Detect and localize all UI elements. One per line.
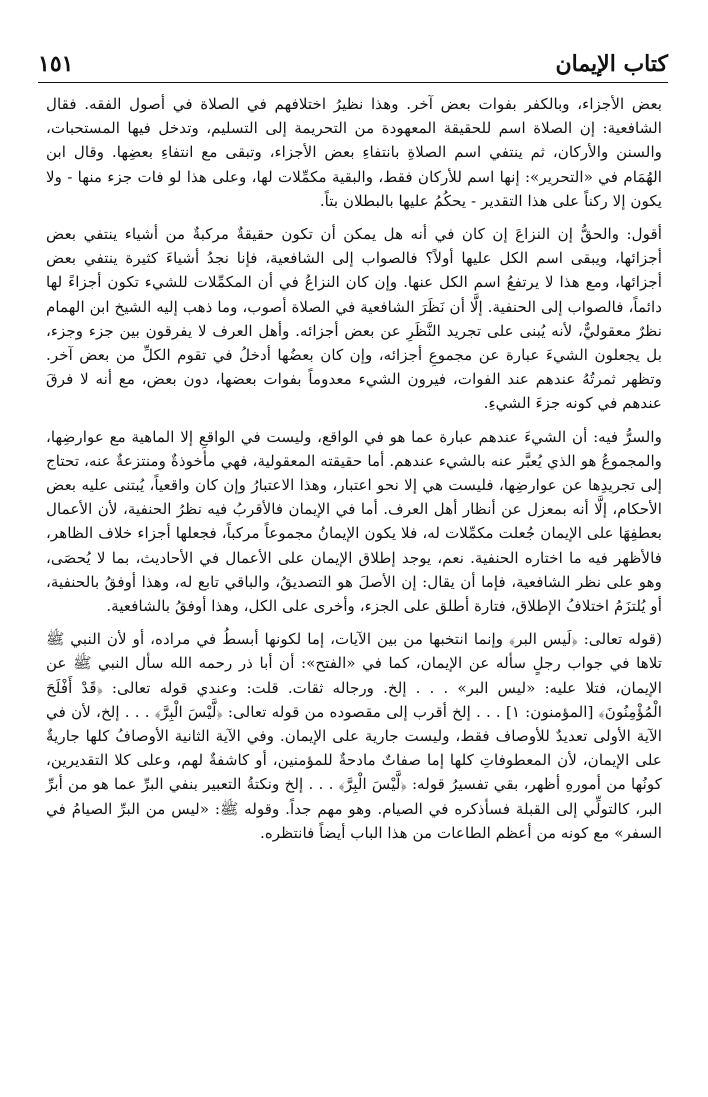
paragraph-1: بعض الأجزاء، وبالكفر بفوات بعض آخر. وهذا نظيرُ اختلافهم في الصلاة في أصول الفقه. فقال الشافعية: إن الصلاة اسم للحقيقة المعهودة من التحريمة إلى التسليم، وتدخل فيها المستحبات، والسنن والأركان، ثم ينتفي اسم الصلاةِ بانتفاءِ بعض الأجزاء، وتبقى مع انتفاءِ بعضِها. وقال ابن الهُمَام في «التحرير»: إنها اسم للأركان فقط، والبقية مكمِّلات لها، وعلى هذا لو فات جزء منها - ولا يكون إلا ركناً على هذا التقدير - يحكُمُ عليها بالبطلان بتاً. [46,95,662,210]
paragraph-2: أقول: والحقُّ إن النزاعَ إن كان في أنه هل يمكن أن تكون حقيقةٌ مركبةٌ من أشياء ينتفي بعض أجزائها، ويبقى اسم الكل عليها أولاً؟ فالصواب إلى الشافعية، فإنا نجدُ أشياءَ كثيرة ينتفي بعض أجزائها، ومع هذا لا يرتفعُ اسم الكل عنها. وإن كان النزاعُ في أن المكمِّلات للشيء تكون أجزاءً لها دائماً، فالصواب إلى الحنفية. إلَّا أن نَظَرَ الشافعية في الصلاة أصوب، وما ذهب إليه الشيخ ابن الهمام نظرٌ معقوليٌّ، لأنه يُبنى على تجريد النَّظَرِ عن بعض أجزائه. وأهل العرف لا يفرقون بين جزء وجزء، بل يجعلون الشيءَ عبارة عن مجموعِ أجزائه، وإن كان بعضُها أدخلُ في تقوم الكلِّ من بعض آخر. وتظهر ثمرتُهُ عندهم عند الفوات، فيرون الشيء معدوماً بفوات بعضها، دون بعض، مع أنه لا فرقَ عندهم في كونه جزءَ الشيءِ. [46,225,662,413]
page-header [38,36,668,83]
page-body [46,92,662,1069]
page-number: ١٥١ [38,51,74,77]
paragraph-3: والسرُّ فيه: أن الشيءَ عندهم عبارة عما هو في الواقع، وليست في الواقعِ إلا الماهية مع عوارضِها، والمجموعُ هو الذي يُعبَّر عنه بالشيء عندهم. أما حقيقته المعقولية، فهي مأخوذةٌ ومنتزعةٌ عنه، تحتاج إلى تجريدِها عن عوارضِها، فليست هي إلا نحو اعتبار، وهذا الاعتبارُ وإن كان واقعياً، يُبتنى عليه بعض الأحكام، إلَّا أنه بمعزل عن أنظار أهل العرف. أما في الإيمان فالأقربُ فيه نظرُ الحنفية، لأن الأعمال بعطفِهَا على الإيمان جُعلت مكمِّلات له، فلا يكون الإيمانُ مجموعاً مركباً، فجعلها أجزاء خلاف الظاهر، فالأظهر فيه ما اختاره الحنفية. نعم، يوجد إطلاق الإيمان على الأعمال في الأحاديث، بما لا يُحصَى، وهو على نظر الشافعية، فإما أن يقال: إن الأصلَ هو التصديقُ، والباقي تابع له، وهذا أوفقُ بالحنفية، أو يُلتزَمُ اختلافُ الإطلاق، فتارة أطلق على الجزء، وأخرى على الكل، وهذا أوفقُ بالشافعية. [46,427,662,616]
book-title: كتاب الإيمان [555,51,668,77]
paragraph-4: (قوله تعالى: ﴿لَيس البر﴾ وإنما انتخبها من بين الآيات، إما لكونها أبسطُ في مراده، أو لأن النبي ﷺ تلاها في جواب رجلٍ سأله عن الإيمان، كما في «الفتح»: أن أبا ذر رحمه الله سأل النبي ﷺ عن الإيمان، فتلا عليه: «ليس البر» . . . إلخ. ورجاله ثقات. قلت: وعندي قوله تعالى: ﴿قَدْ أَفْلَحَ الْمُؤْمِنُونَ﴾ [المؤمنون: ١] . . . إلخ أقرب إلى مقصوده من قوله تعالى: ﴿لَّيْسَ الْبِرَّ﴾ . . . إلخ، لأن في الآية الأولى تعديدٌ للأوصاف فقط، وليست جارية على الإيمان. وفي الآية الثانية الأوصافُ كلها جاريةٌ على الإيمان، لأن المعطوفاتِ كلها إما صفاتٌ مادحةٌ للمؤمنين، أو كاشفةٌ لهم، وعلى كلا التقديرين، كونُها من أمورهِ أظهر، بقي تفسيرُ قوله: ﴿لَّيْسَ الْبِرَّ﴾ . . . إلخ ونكتةُ التعبير بنفي البرِّ عما هو من أبرِّ البر، كالتولِّي إلى القبلة فسأذكره في الصيام. وهو مهم جداً. وقوله ﷺ: «ليس من البرِّ الصيامُ في السفر» مع كونه من أعظم الطاعات من هذا الباب أيضاً فانتظره. [46,630,662,842]
